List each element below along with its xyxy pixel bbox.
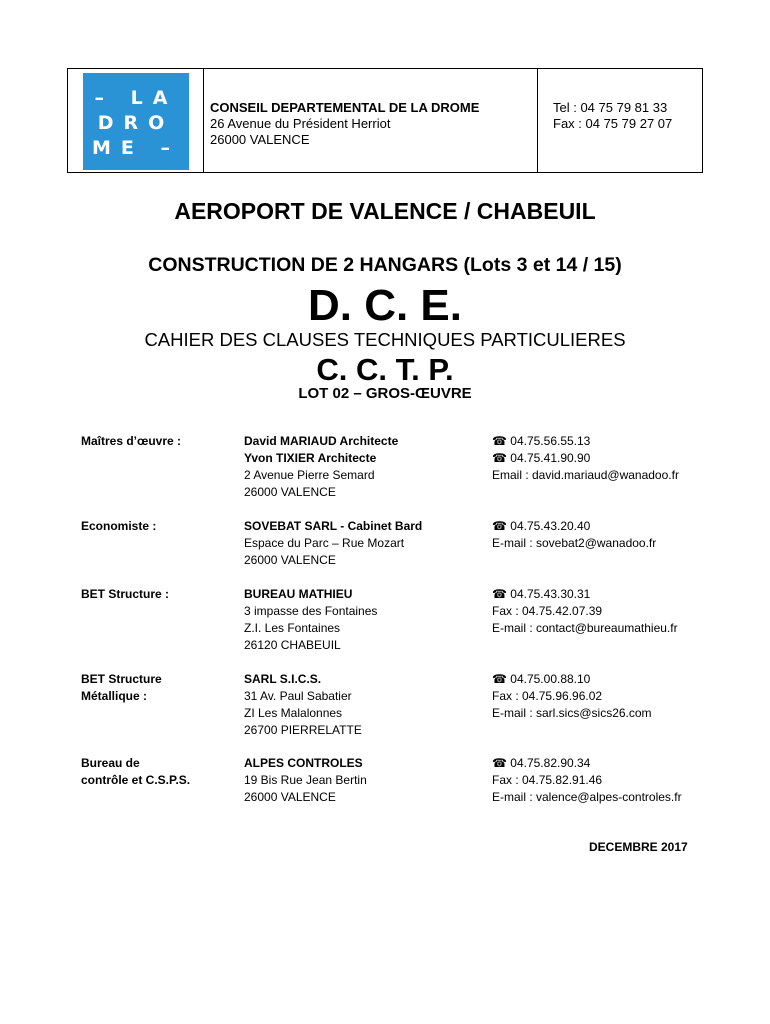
address-line: Z.I. Les Fontaines [244, 621, 341, 635]
contact-line: ☎ 04.75.41.90.90 [492, 451, 591, 465]
address-line: 19 Bis Rue Jean Bertin [244, 773, 367, 787]
section-label-line: Economiste : [81, 519, 157, 533]
address-line: ZI Les Malalonnes [244, 706, 343, 720]
address-line: 31 Av. Paul Sabatier [244, 689, 352, 703]
company-name: SOVEBAT SARL - Cabinet Bard [244, 519, 423, 533]
la-drome-logo [83, 73, 189, 170]
address-line: Espace du Parc – Rue Mozart [244, 536, 405, 550]
address-line-1: 26 Avenue du Président Herriot [210, 116, 391, 131]
cctp-title: C. C. T. P. [316, 352, 454, 387]
section-label [81, 433, 181, 450]
section-label [81, 518, 156, 535]
contact-line: ☎ 04.75.43.30.31 [492, 587, 591, 601]
company-contact [492, 671, 652, 722]
address-line: 26000 VALENCE [244, 485, 336, 499]
company-address [244, 433, 398, 501]
org-name: CONSEIL DEPARTEMENTAL DE LA DROME [210, 100, 480, 115]
document-date: DECEMBRE 2017 [589, 840, 688, 854]
contact-line: ☎ 04.75.00.88.10 [492, 672, 591, 686]
contact-line: E-mail : sarl.sics@sics26.com [492, 706, 652, 720]
contact-line: ☎ 04.75.82.90.34 [492, 756, 591, 770]
logo-row-1: – LA [94, 87, 178, 109]
contact-line: E-mail : sovebat2@wanadoo.fr [492, 536, 657, 550]
section-label [81, 671, 162, 705]
address-line: 26700 PIERRELATTE [244, 723, 362, 737]
address-line: 2 Avenue Pierre Semard [244, 468, 375, 482]
company-name: David MARIAUD Architecte [244, 434, 399, 448]
company-contact [492, 518, 656, 552]
logo-row-2: DRO [97, 112, 175, 134]
contact-line: Fax : 04.75.42.07.39 [492, 604, 603, 618]
logo-cell [68, 69, 204, 172]
contact-line: Fax : 04.75.96.96.02 [492, 689, 603, 703]
section-label-line: Bureau de [81, 756, 140, 770]
company-address [244, 518, 422, 569]
section-label [81, 586, 169, 603]
header-fax: Fax : 04 75 79 27 07 [553, 116, 673, 131]
header-box [67, 68, 703, 173]
contact-cell [538, 69, 702, 172]
company-address [244, 671, 362, 739]
header-tel: Tel : 04 75 79 81 33 [553, 100, 668, 115]
section-label-line: BET Structure : [81, 587, 170, 601]
section-label-line: contrôle et C.S.P.S. [81, 773, 191, 787]
contact-line: Email : david.mariaud@wanadoo.fr [492, 468, 679, 482]
contact-line: ☎ 04.75.56.55.13 [492, 434, 591, 448]
company-contact [492, 755, 682, 806]
contact-line: E-mail : valence@alpes-controles.fr [492, 790, 682, 804]
address-line: Yvon TIXIER Architecte [244, 451, 377, 465]
company-address [244, 755, 367, 806]
section-label-line: Métallique : [81, 689, 148, 703]
address-line: 26000 VALENCE [244, 553, 336, 567]
company-name: ALPES CONTROLES [244, 756, 363, 770]
address-line: 26000 VALENCE [244, 790, 336, 804]
company-name: SARL S.I.C.S. [244, 672, 322, 686]
contact-line: Fax : 04.75.82.91.46 [492, 773, 603, 787]
address-line-2: 26000 VALENCE [210, 132, 310, 147]
section-label [81, 755, 190, 789]
section-label-line: BET Structure [81, 672, 162, 686]
lot-title: LOT 02 – GROS-ŒUVRE [298, 385, 472, 402]
address-line: 3 impasse des Fontaines [244, 604, 378, 618]
company-address [244, 586, 377, 654]
company-contact [492, 586, 678, 637]
contact-line: E-mail : contact@bureaumathieu.fr [492, 621, 678, 635]
address-line: 26120 CHABEUIL [244, 638, 341, 652]
airport-title: AEROPORT DE VALENCE / CHABEUIL [174, 198, 596, 224]
logo-row-3: ME – [91, 137, 180, 159]
section-label-line: Maîtres d’œuvre : [81, 434, 182, 448]
dce-title: D. C. E. [307, 281, 463, 330]
company-contact [492, 433, 679, 484]
contact-line: ☎ 04.75.43.20.40 [492, 519, 591, 533]
cahier-title: CAHIER DES CLAUSES TECHNIQUES PARTICULIERES [144, 329, 626, 350]
project-title: CONSTRUCTION DE 2 HANGARS (Lots 3 et 14 / 15) [148, 254, 622, 276]
company-name: BUREAU MATHIEU [244, 587, 353, 601]
address-cell [204, 69, 538, 172]
